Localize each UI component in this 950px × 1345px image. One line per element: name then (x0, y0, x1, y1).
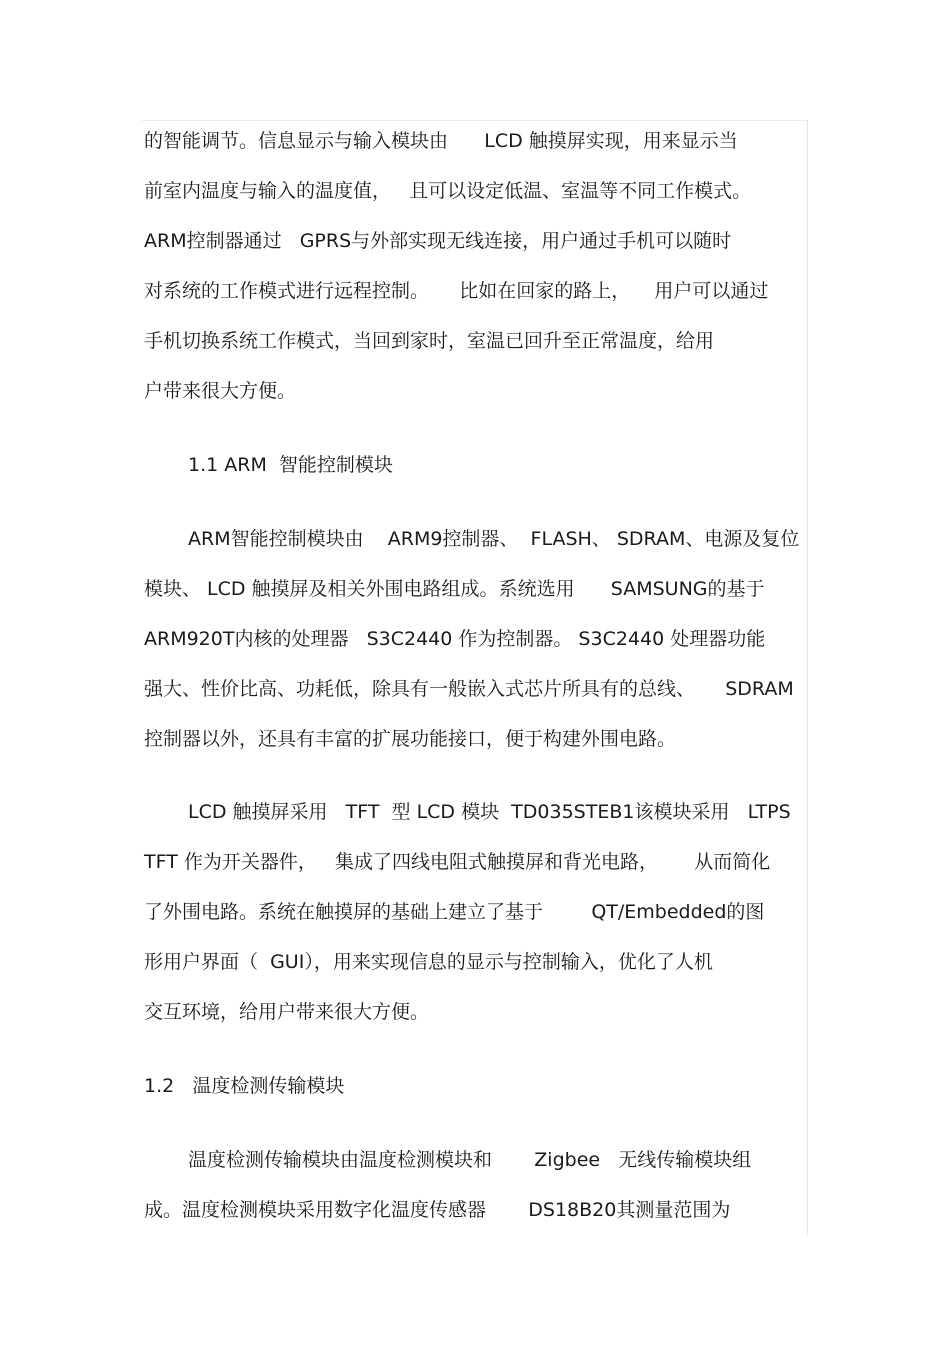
paragraph-line: 形用户界面（ GUI），用来实现信息的显示与控制输入，优化了人机 (144, 951, 713, 973)
paragraph-line: 户带来很大方便。 (144, 380, 297, 402)
paragraph-line: 温度检测传输模块由温度检测模块和 Zigbee 无线传输模块组 (188, 1149, 752, 1171)
paragraph-line: 控制器以外，还具有丰富的扩展功能接口，便于构建外围电路。 (144, 728, 677, 750)
paragraph-line: ARM智能控制模块由 ARM9控制器、 FLASH、 SDRAM、电源及复位 (188, 528, 800, 550)
paragraph-line: LCD 触摸屏采用 TFT 型 LCD 模块 TD035STEB1该模块采用 LTPS (188, 801, 791, 823)
paragraph-line: TFT 作为开关器件， 集成了四线电阻式触摸屏和背光电路， 从而简化 (144, 851, 771, 873)
paragraph-line: ARM控制器通过 GPRS与外部实现无线连接，用户通过手机可以随时 (144, 230, 732, 252)
paragraph-line: 前室内温度与输入的温度值， 且可以设定低温、室温等不同工作模式。 (144, 180, 752, 202)
paragraph-line: 的智能调节。信息显示与输入模块由 LCD 触摸屏实现，用来显示当 (144, 130, 738, 152)
section-heading: 1.1 ARM 智能控制模块 (188, 454, 393, 476)
paragraph-line: 对系统的工作模式进行远程控制。 比如在回家的路上， 用户可以通过 (144, 280, 769, 302)
paragraph-line: 强大、性价比高、功耗低，除具有一般嵌入式芯片所具有的总线、 SDRAM (144, 678, 794, 700)
paragraph-line: 交互环境，给用户带来很大方便。 (144, 1001, 430, 1023)
section-heading: 1.2 温度检测传输模块 (144, 1075, 345, 1097)
paragraph-line: 手机切换系统工作模式，当回到家时，室温已回升至正常温度，给用 (144, 330, 715, 352)
paragraph-line: 模块、 LCD 触摸屏及相关外围电路组成。系统选用 SAMSUNG的基于 (144, 578, 765, 600)
paragraph-line: ARM920T内核的处理器 S3C2440 作为控制器。 S3C2440 处理器功能 (144, 628, 766, 650)
paragraph-line: 了外围电路。系统在触摸屏的基础上建立了基于 QT/Embedded的图 (144, 901, 765, 923)
paragraph-line: 成。温度检测模块采用数字化温度传感器 DS18B20其测量范围为 (144, 1199, 731, 1221)
